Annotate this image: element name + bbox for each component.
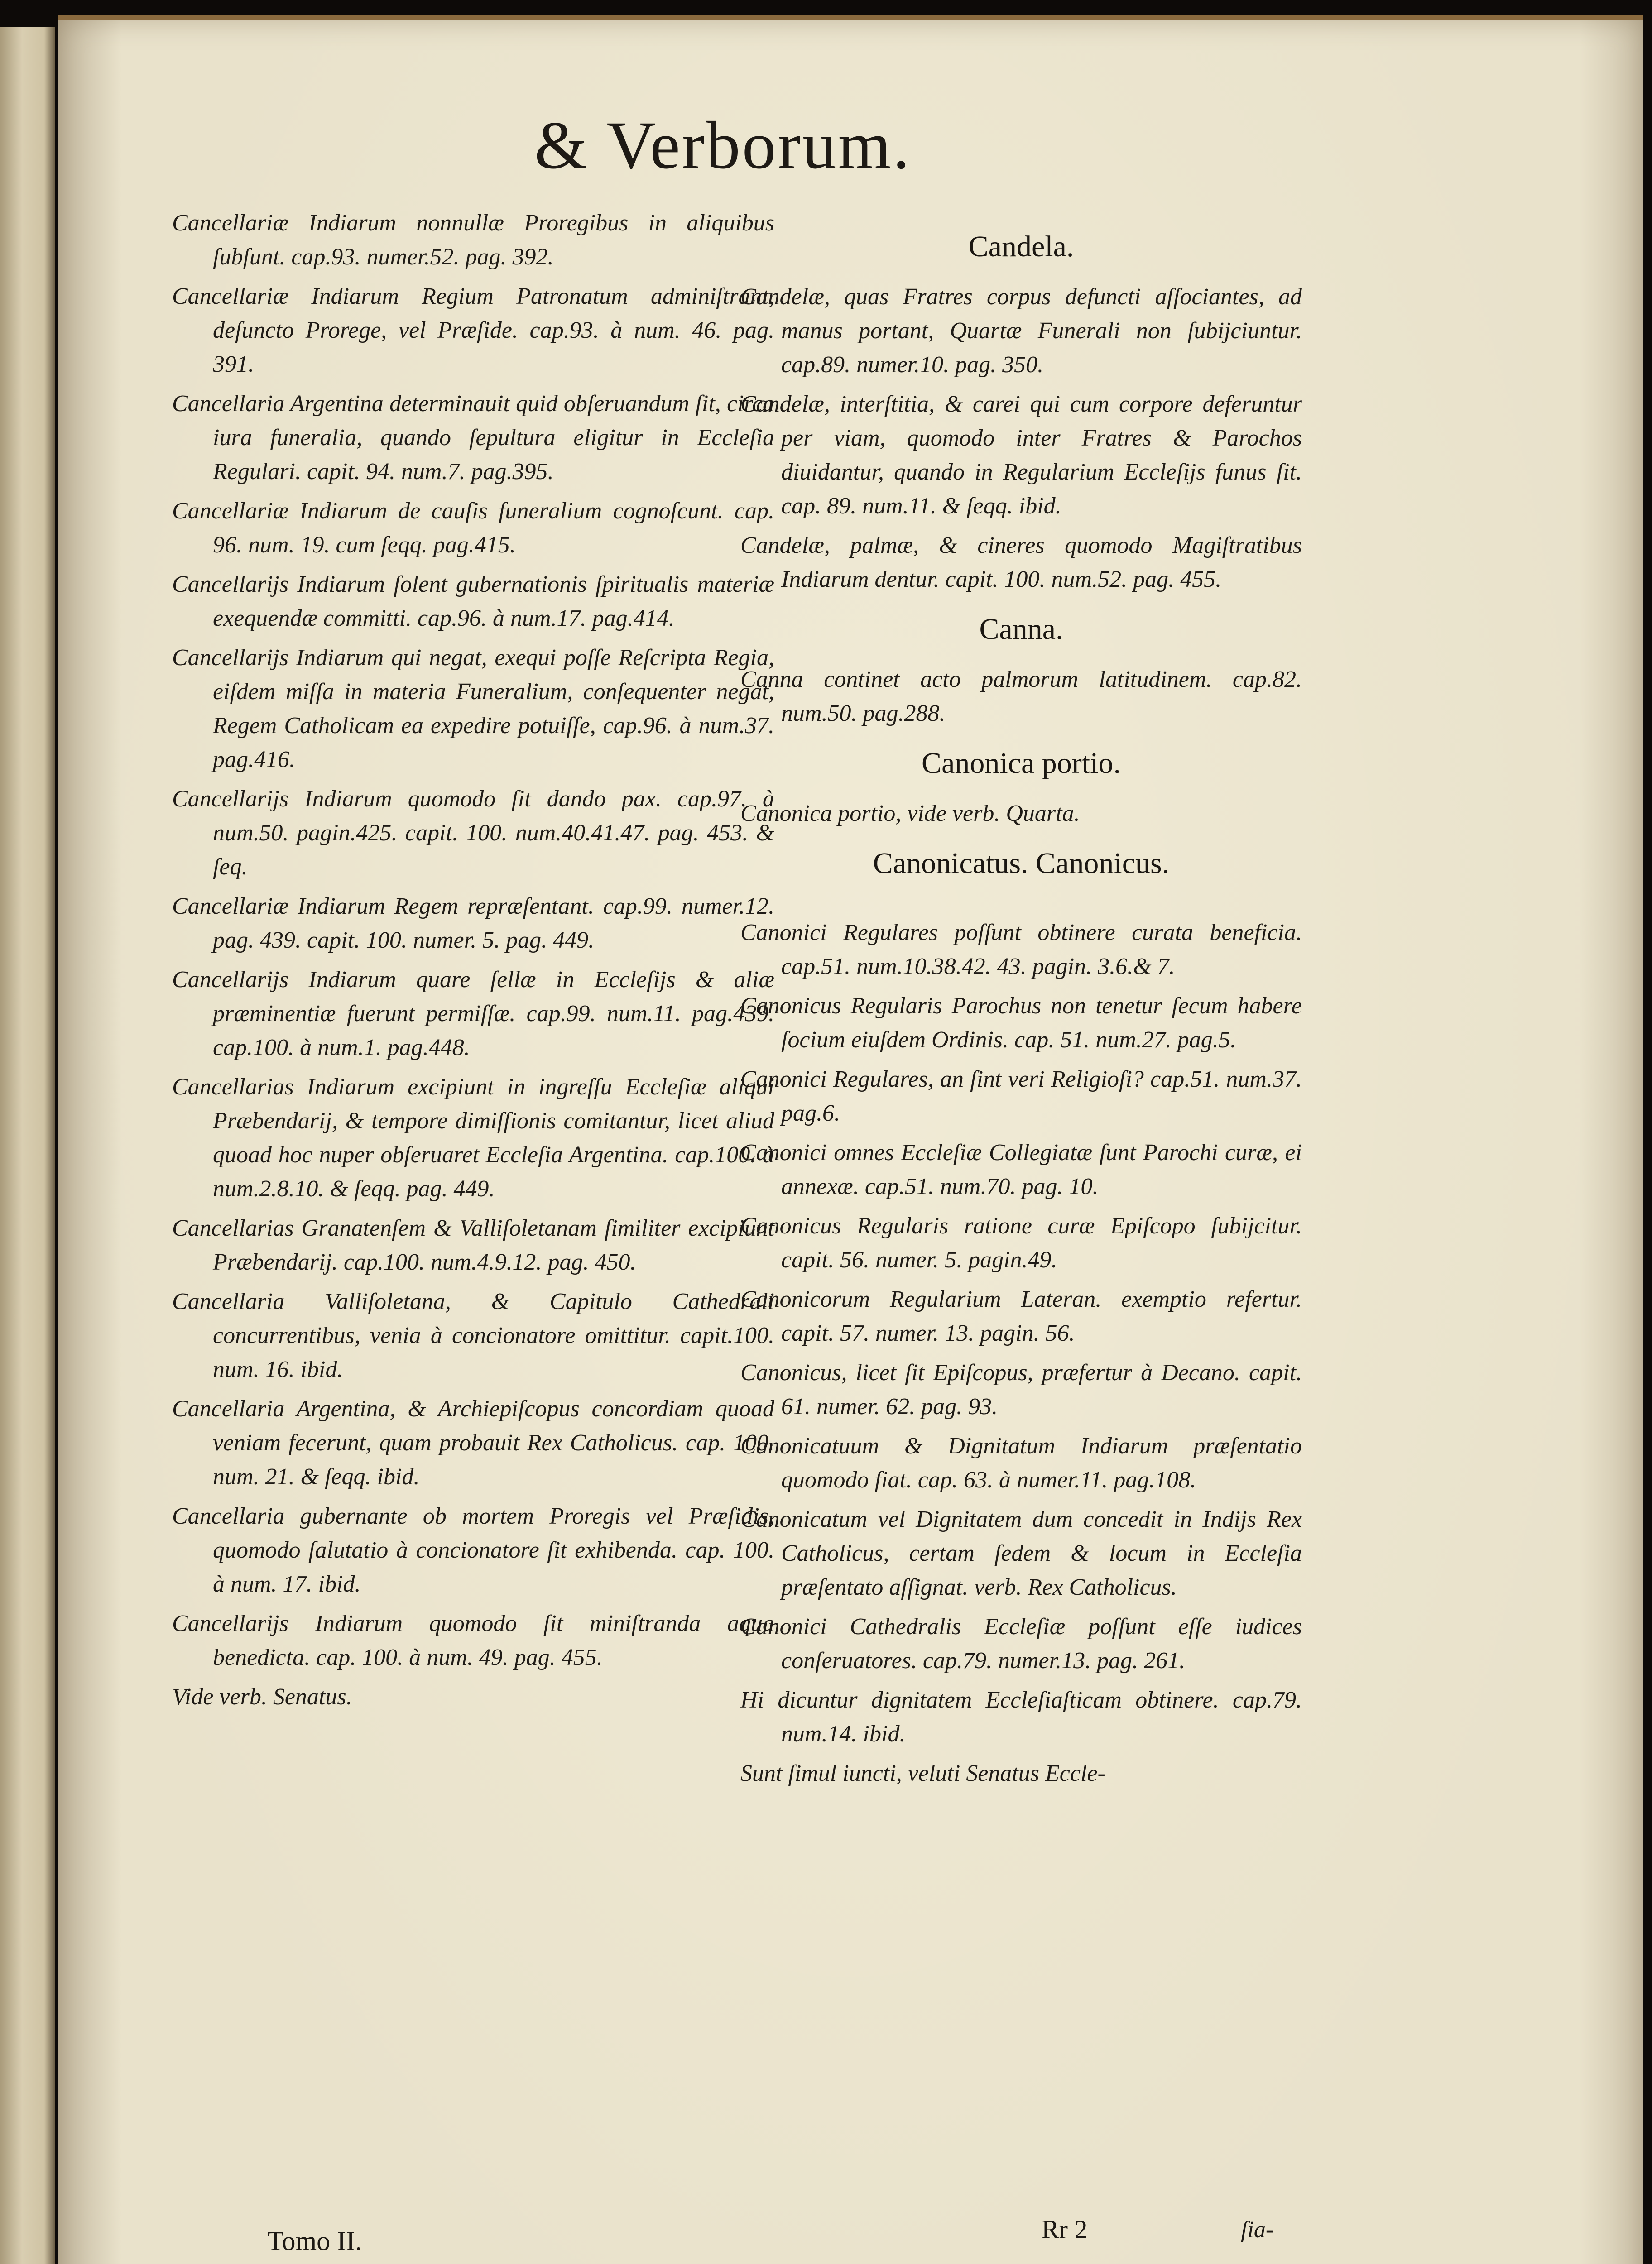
right-column bbox=[740, 226, 1302, 1796]
signature-mark: Rr 2 bbox=[1042, 2215, 1088, 2244]
index-entry: Cancellarias Granatenſem & Valliſoletanam ſimiliter excipiunt Præbendarij. cap.100. num.4.9.12. pag. 450. bbox=[172, 1215, 774, 1275]
index-entry: Cancellariæ Indiarum de cauſis funeralium cognoſcunt. cap. 96. num. 19. cum ſeqq. pag.415. bbox=[172, 498, 774, 558]
catchword: ſia- bbox=[1241, 2217, 1274, 2243]
index-entry: Cancellaria gubernante ob mortem Proregis vel Præſidis, quomodo ſalutatio à concionatore ſit exhibenda. cap. 100. à num. 17. ibid. bbox=[172, 1503, 774, 1597]
index-entry: Cancellaria Argentina, & Archiepiſcopus concordiam quoad veniam fecerunt, quam probauit Rex Catholicus. cap. 100. num. 21. & ſeqq. ibid. bbox=[172, 1396, 774, 1490]
index-entry: Canonici Regulares, an ſint veri Religioſi? cap.51. num.37. pag.6. bbox=[740, 1066, 1302, 1126]
index-entry: Canonicus Regularis ratione curæ Epiſcopo ſubijcitur. capit. 56. numer. 5. pagin.49. bbox=[740, 1213, 1302, 1273]
index-entry: Candelæ, interſtitia, & carei qui cum corpore deferuntur per viam, quomodo inter Fratres & Parochos diuidantur, quando in Regularium Eccleſijs funus ſit. cap. 89. num.11. & ſeqq. ibid. bbox=[740, 391, 1302, 519]
index-entry: Hi dicuntur dignitatem Eccleſiaſticam obtinere. cap.79. num.14. ibid. bbox=[740, 1687, 1302, 1747]
index-entry: Canonica portio, vide verb. Quarta. bbox=[740, 801, 1080, 826]
index-entry: Cancellaria Argentina determinauit quid obſeruandum ſit, circa iura funeralia, quando ſepultura eligitur in Eccleſia Regulari. capit. 94. num.7. pag.395. bbox=[172, 391, 774, 484]
index-entry: Canonicorum Regularium Lateran. exemptio refertur. capit. 57. numer. 13. pagin. 56. bbox=[740, 1286, 1302, 1346]
index-entry: Cancellaria Valliſoletana, & Capitulo Cathedrali concurrentibus, venia à concionatore omittitur. capit.100. num. 16. ibid. bbox=[172, 1289, 774, 1382]
section-heading: Canonica portio. bbox=[922, 747, 1121, 780]
index-entry: Cancellariæ Indiarum Regium Patronatum adminiſtrant, deſuncto Prorege, vel Præſide. cap.93. à num. 46. pag. 391. bbox=[172, 283, 774, 377]
index-entry: Canonici Regulares poſſunt obtinere curata beneficia. cap.51. num.10.38.42. 43. pagin. 3.6.& 7. bbox=[740, 920, 1302, 979]
index-entry: Cancellarijs Indiarum ſolent gubernationis ſpiritualis materiæ exequendæ committi. cap.96. à num.17. pag.414. bbox=[172, 571, 774, 631]
index-entry: Cancellarias Indiarum excipiunt in ingreſſu Eccleſiæ aliqui Præbendarij, & tempore dimiſſionis comitantur, licet aliud quoad hoc nuper obſeruaret Eccleſia Argentina. cap.100. à num.2.8.10. & ſeqq. pag. 449. bbox=[172, 1074, 774, 1202]
left-column bbox=[172, 206, 774, 1719]
index-entry: Candelæ, palmæ, & cineres quomodo Magiſtratibus Indiarum dentur. capit. 100. num.52. pag. 455. bbox=[740, 532, 1302, 592]
volume-label: Tomo II. bbox=[267, 2226, 362, 2256]
index-entry: Canonicus, licet ſit Epiſcopus, præfertur à Decano. capit. 61. numer. 62. pag. 93. bbox=[740, 1360, 1302, 1420]
index-entry: Cancellarijs Indiarum quomodo ſit miniſtranda aqua benedicta. cap. 100. à num. 49. pag. 455. bbox=[172, 1611, 774, 1670]
index-entry: Canonici Cathedralis Eccleſiæ poſſunt eſſe iudices conſeruatores. cap.79. numer.13. pag. 261. bbox=[740, 1614, 1302, 1674]
index-entry: Candelæ, quas Fratres corpus defuncti aſſociantes, ad manus portant, Quartæ Funerali non ſubijciuntur. cap.89. numer.10. pag. 350. bbox=[740, 284, 1302, 378]
section-heading: Canna. bbox=[979, 613, 1063, 646]
section-heading: Canonicatus. Canonicus. bbox=[873, 847, 1170, 880]
index-entry: Vide verb. Senatus. bbox=[172, 1684, 352, 1710]
index-entry: Canonici omnes Eccleſiæ Collegiatæ ſunt Parochi curæ, ei annexæ. cap.51. num.70. pag. 10. bbox=[740, 1140, 1302, 1199]
index-entry: Cancellariæ Indiarum nonnullæ Proregibus in aliquibus ſubſunt. cap.93. numer.52. pag. 392. bbox=[172, 210, 774, 270]
index-entry: Cancellariæ Indiarum Regem repræſentant. cap.99. numer.12. pag. 439. capit. 100. numer. 5. pag. 449. bbox=[172, 893, 774, 953]
index-entry: Canonicatum vel Dignitatem dum concedit in Indijs Rex Catholicus, certam ſedem & locum in Eccleſia præſentato aſſignat. verb. Rex Catholicus. bbox=[740, 1506, 1302, 1600]
index-entry: Cancellarijs Indiarum quomodo ſit dando pax. cap.97. à num.50. pagin.425. capit. 100. num.40.41.47. pag. 453. & ſeq. bbox=[172, 786, 774, 880]
facing-page-edge bbox=[0, 27, 55, 2264]
index-entry: Canonicus Regularis Parochus non tenetur ſecum habere ſocium eiuſdem Ordinis. cap. 51. num.27. pag.5. bbox=[740, 993, 1302, 1053]
section-heading: Candela. bbox=[968, 230, 1074, 263]
index-entry: Canonicatuum & Dignitatum Indiarum præſentatio quomodo fiat. cap. 63. à numer.11. pag.108. bbox=[740, 1433, 1302, 1493]
running-header: & Verborum. bbox=[534, 108, 912, 183]
index-entry: Canna continet acto palmorum latitudinem. cap.82. num.50. pag.288. bbox=[740, 667, 1302, 726]
index-entry: Cancellarijs Indiarum qui negat, exequi poſſe Reſcripta Regia, eiſdem miſſa in materia Funeralium, conſequenter negat, Regem Catholicam ea expedire potuiſſe, cap.96. à num.37. pag.416. bbox=[172, 645, 774, 772]
index-entry: Sunt ſimul iuncti, veluti Senatus Eccle- bbox=[740, 1760, 1105, 1786]
index-entry: Cancellarijs Indiarum quare ſellæ in Eccleſijs & aliæ præminentiæ fuerunt permiſſæ. cap.99. num.11. pag.439. cap.100. à num.1. pag.448. bbox=[172, 967, 774, 1060]
